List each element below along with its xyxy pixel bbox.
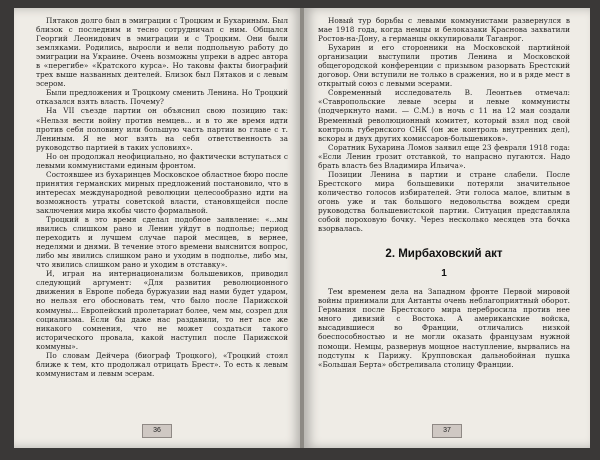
chapter-title: 2. Мирбаховский акт (385, 248, 503, 261)
paragraph: Пятаков долго был в эмиграции с Троцким и Бухариным. Был близок с последним и тесно сотрудничал с ним. Общался Георгий Леонидович в эмиграции и с Троцким. Они были земляками. Родились, выросли и вели подпольную работу до эмиграции на Украине. Очень возможны упреки в адрес автора в «перегибе» «Кратского курса». Но таковы факты биографий трех выше названных деятелей. Близок был Пятаков и с левым эсером. (36, 16, 288, 89)
page-number-right: 37 (432, 424, 462, 438)
paragraph: Соратник Бухарина Ломов заявил еще 23 февраля 1918 года: «Если Ленин грозит отставкой, то напрасно пугаются. Надо брать власть без Владимира Ильича». (318, 142, 570, 170)
paragraph: Позиции Ленина в партии и стране слабели. После Брестского мира большевики потеряли значительное количество голосов избирателей. Эти голоса малое, влитым в огонь уже и так большого недовольства вождем среди руководства большевистской партии. Ситуация представляла собой пороховую бочку. Через несколько месяцев эта бочка взорвалась. (318, 169, 570, 234)
paragraph: Но он продолжал неофициально, но фактически вступаться с левыми коммунистами единым фронтом. (36, 151, 288, 170)
paragraph: Бухарин и его сторонники на Московской партийной организации выступили против Ленина и Московской общегородской конференции с призывом разорвать Брестский договор. Они вступили не только в сражения, но и в ряде мест в открытый союз с левыми эсерами. (318, 43, 570, 89)
paragraph: Троцкий в это время сделал подобное заявление: «...мы явились слишком рано и Ленин уйдут в подполье; период переходить и лучшем случае парой месяцев, в вернее, неделями и днями. В течение этого времени выяснится вопрос, либо мы явились слишком рано и уходим в подполье, либо мы, что явились слишком рано и уходим в отставку». (36, 215, 288, 270)
left-page-text (36, 16, 288, 378)
right-page (304, 8, 590, 448)
paragraph: По словам Дейчера (биограф Троцкого), «Троцкий стоял ближе к тем, кто продолжал отрицать Брест». То есть к левым коммунистам и левым эсерам. (36, 350, 288, 378)
section-number: 1 (441, 268, 447, 280)
paragraph: Современный исследователь В. Леонтьев отмечал: «Ставропольские левые эсеры и левые коммунисты (подчеркнуто нами. — С.М.) в ночь с 11 на 12 мая создали Временный революционный комитет, который взял под свой контроль губернского СНК (он же контроль внутренних дел), вскоры и двух других комиссаров-большевиков». (318, 88, 570, 143)
left-page (14, 8, 302, 448)
paragraph: И, играя на интернационализм большевиков, приводил следующий аргумент: «Для развития революционного движения в Европе победа буржуазии над нами будет ударом, но нельзя его обосновать тем, что было после Парижской коммуны... Европейский пролетариат более, чем мы, созрел для социализма. Если бы даже нас раздавили, то нет все же никакого сомнения, что не может создаться такого исторического провала, какой наступил после Парижской коммуны». (36, 269, 288, 351)
page-number-left: 36 (142, 424, 172, 438)
paragraph: Тем временем дела на Западном фронте Первой мировой войны принимали для Антанты очень неблагоприятный оборот. Германия после Брестского мира перебросила против нее много дивизий с Востока. А американские войска, высадившиеся во Франции, отличались низкой боеспособностью и не могли оказать французам нужной помощи. Немцы, развернув мощное наступление, вырвались на подступы к Парижу. Крупповская дальнобойная пушка «Большая Берта» обстреливала столицу Франции. (318, 287, 570, 369)
paragraph: Состоявшее из бухаринцев Московское областное бюро после принятия германских мирных предложений постановило, что в интересах международной революции целесообразно идти на возможность утраты советской власти, становящейся после заключения мира якобы чисто формальной. (36, 169, 289, 215)
paragraph: Были предложения и Троцкому сменить Ленина. Но Троцкий отказался взять власть. Почему? (36, 88, 288, 107)
paragraph: На VII съезде партии он объяснил свою позицию так: «Нельзя вести войну против немцев... и в то же время идти против себя половину или большую часть партии во главе с т. Лениным. Я не мог взять на себя ответственность за руководство партией в таких условиях». (36, 106, 288, 152)
paragraph: Новый тур борьбы с левыми коммунистами развернулся в мае 1918 года, когда немцы и белоказаки Краснова захватили Ростов-на-Дону, а германцы оккупировали Таганрог. (318, 16, 570, 44)
right-page-text (318, 16, 570, 369)
